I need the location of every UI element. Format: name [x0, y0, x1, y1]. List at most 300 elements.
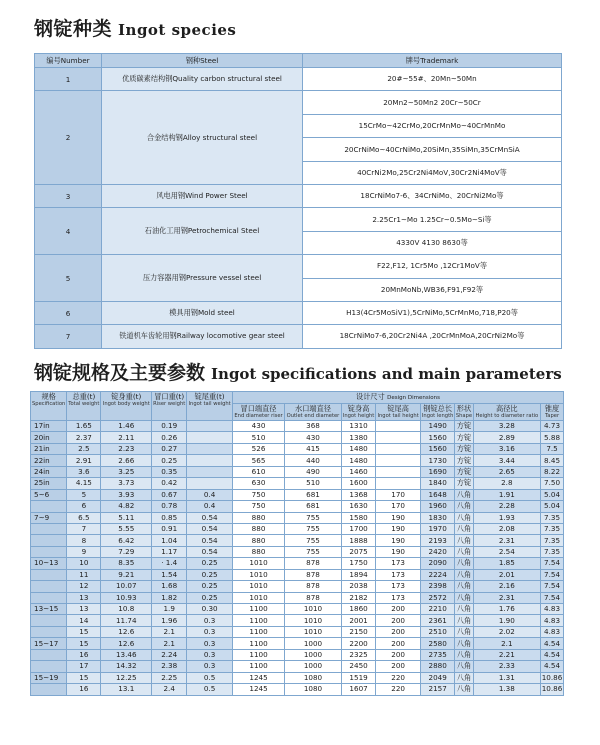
cell-height-diameter-ratio: 3.44 [473, 455, 540, 466]
cell-shape: 八角 [456, 672, 472, 682]
cell-body-weight: 12.25 [101, 672, 152, 683]
cell-tail-height: 190 [376, 535, 421, 546]
cell-spec: 10~13 [31, 558, 67, 569]
cell-body-weight: 3.25 [101, 466, 152, 477]
cell-tail-weight: 0.3 [187, 649, 233, 660]
cell-riser-weight: 2.1 [152, 626, 187, 637]
cell-ingot-height: 1480 [341, 455, 375, 466]
species-number: 5 [35, 255, 102, 302]
species-trademark: 4330V 4130 8630等 [303, 231, 562, 254]
cell-outlet-diameter: 755 [285, 512, 342, 523]
cell-shape: 方锭 [456, 432, 472, 442]
cell-body-weight: 6.42 [101, 535, 152, 546]
cell-end-diameter-riser: 1100 [232, 604, 284, 615]
cell-riser-weight: 1.82 [152, 592, 187, 603]
cell-end-diameter-riser: 880 [232, 546, 284, 557]
cell-taper: 7.35 [541, 546, 564, 557]
specs-row [31, 626, 564, 637]
cell-spec: 25in [31, 478, 67, 489]
cell-height-diameter-ratio: 3.28 [473, 421, 540, 432]
cell-shape: 方锭 [456, 444, 472, 454]
cell-height-diameter-ratio: 2.16 [473, 581, 540, 592]
species-trademark: F22,F12, 1Cr5Mo ,12Cr1MoV等 [303, 255, 562, 278]
cell-height-diameter-ratio: 2.31 [473, 535, 540, 546]
cell-ingot-length: 1490 [420, 421, 454, 432]
cell-shape: 八角 [456, 524, 472, 534]
cell-outlet-diameter: 878 [285, 558, 342, 569]
cell-height-diameter-ratio: 1.93 [473, 512, 540, 523]
cell-body-weight: 12.6 [101, 638, 152, 649]
cell-tail-weight [187, 421, 233, 432]
cell-total-weight: 15 [67, 672, 101, 683]
cell-ingot-length: 2049 [420, 672, 454, 683]
cell-taper: 5.04 [541, 489, 564, 500]
species-row [35, 301, 562, 324]
cell-outlet-diameter: 1000 [285, 649, 342, 660]
cell-shape: 八角 [456, 535, 472, 545]
specs-row [31, 615, 564, 626]
specs-row [31, 581, 564, 592]
cell-end-diameter-riser: 1010 [232, 558, 284, 569]
cell-outlet-diameter: 440 [285, 455, 342, 466]
cell-shape: 八角 [456, 604, 472, 614]
cell-riser-weight: 0.19 [152, 421, 187, 432]
cell-tail-height: 200 [376, 649, 421, 660]
cell-spec: 21in [31, 443, 67, 454]
cell-riser-weight: 1.17 [152, 546, 187, 557]
cell-shape: 方锭 [456, 478, 472, 488]
cell-tail-weight: 0.54 [187, 535, 233, 546]
cell-tail-height: 173 [376, 569, 421, 580]
specs-row [31, 432, 564, 443]
cell-ingot-length: 1560 [420, 432, 454, 443]
cell-ingot-height: 1460 [341, 466, 375, 477]
species-number: 6 [35, 301, 102, 324]
cell-body-weight: 5.55 [101, 523, 152, 534]
cell-height-diameter-ratio: 2.31 [473, 592, 540, 603]
cell-spec: 7~9 [31, 512, 67, 523]
cell-ingot-length: 2157 [420, 684, 454, 695]
cell-tail-height: 190 [376, 512, 421, 523]
species-table [34, 53, 562, 349]
cell-spec: 13~15 [31, 604, 67, 615]
cell-outlet-diameter: 681 [285, 489, 342, 500]
cell-taper: 7.35 [541, 512, 564, 523]
cell-outlet-diameter: 755 [285, 546, 342, 557]
cell-spec: 5~6 [31, 489, 67, 500]
cell-tail-weight: 0.4 [187, 501, 233, 512]
cell-total-weight: 15 [67, 638, 101, 649]
cell-body-weight: 5.11 [101, 512, 152, 523]
cell-tail-height [376, 455, 421, 466]
cell-ingot-length: 2572 [420, 592, 454, 603]
cell-body-weight: 10.07 [101, 581, 152, 592]
header-steel: 钢种Steel [102, 54, 303, 68]
cell-ingot-height: 1519 [341, 672, 375, 683]
cell-height-diameter-ratio: 2.33 [473, 661, 540, 672]
cell-outlet-diameter: 415 [285, 443, 342, 454]
cell-height-diameter-ratio: 1.76 [473, 604, 540, 615]
species-steel: 合金结构钢Alloy structural steel [102, 91, 303, 185]
cell-total-weight: 16 [67, 684, 101, 695]
species-trademark: 20MnMoNb,WB36,F91,F92等 [303, 278, 562, 301]
cell-ingot-height: 1310 [341, 421, 375, 432]
specs-row [31, 592, 564, 603]
cell-body-weight: 2.11 [101, 432, 152, 443]
cell-riser-weight: 2.24 [152, 649, 187, 660]
cell-body-weight: 3.73 [101, 478, 152, 489]
header-ingot-height: 锭身高 Ingot height [342, 404, 375, 419]
specs-row [31, 466, 564, 477]
cell-spec [31, 535, 67, 546]
cell-tail-height: 220 [376, 684, 421, 695]
cell-taper: 4.73 [541, 421, 564, 432]
cell-ingot-height: 2038 [341, 581, 375, 592]
cell-riser-weight: 0.91 [152, 523, 187, 534]
cell-taper: 8.22 [541, 466, 564, 477]
species-steel: 优质碳素结构钢Quality carbon structural steel [102, 68, 303, 91]
section-title-specifications [34, 358, 562, 385]
cell-outlet-diameter: 878 [285, 569, 342, 580]
cell-outlet-diameter: 510 [285, 478, 342, 489]
cell-shape: 八角 [456, 581, 472, 591]
cell-outlet-diameter: 878 [285, 592, 342, 603]
cell-tail-height: 200 [376, 626, 421, 637]
cell-riser-weight: 0.25 [152, 455, 187, 466]
header-tail-weight: 锭尾重(t) Ingot tail weight [187, 392, 233, 421]
cell-ingot-length: 2735 [420, 649, 454, 660]
header-ratio: 高径比 Height to diameter ratio [473, 404, 540, 421]
cell-riser-weight: 1.96 [152, 615, 187, 626]
cell-taper: 4.54 [541, 661, 564, 672]
species-steel: 模具用钢Mold steel [102, 301, 303, 324]
cell-taper: 8.45 [541, 455, 564, 466]
cell-taper: 4.83 [541, 615, 564, 626]
cell-ingot-height: 1700 [341, 523, 375, 534]
cell-riser-weight: 2.4 [152, 684, 187, 695]
cell-end-diameter-riser: 565 [232, 455, 284, 466]
cell-spec: 15~17 [31, 638, 67, 649]
cell-spec [31, 501, 67, 512]
cell-riser-weight: 1.68 [152, 581, 187, 592]
cell-height-diameter-ratio: 2.89 [473, 432, 540, 443]
species-steel: 铁道机车齿轮用钢Railway locomotive gear steel [102, 325, 303, 348]
specs-row [31, 489, 564, 500]
cell-spec [31, 523, 67, 534]
cell-ingot-height: 1860 [341, 604, 375, 615]
cell-spec: 22in [31, 455, 67, 466]
cell-total-weight: 4.15 [67, 478, 101, 489]
cell-end-diameter-riser: 610 [232, 466, 284, 477]
specs-row [31, 558, 564, 569]
cell-ingot-length: 2580 [420, 638, 454, 649]
cell-tail-height [376, 432, 421, 443]
cell-tail-weight: 0.25 [187, 558, 233, 569]
cell-ingot-length: 1690 [420, 466, 454, 477]
cell-outlet-diameter: 1000 [285, 638, 342, 649]
species-trademark: 20Mn2~50Mn2 20Cr~50Cr [303, 91, 562, 114]
cell-taper: 10.86 [541, 672, 563, 682]
cell-total-weight: 14 [67, 615, 101, 626]
header-number: 编号Number [35, 54, 102, 68]
specs-row [31, 649, 564, 660]
cell-height-diameter-ratio: 2.8 [473, 478, 540, 489]
cell-ingot-height: 1888 [341, 535, 375, 546]
cell-shape: 八角 [456, 592, 472, 602]
cell-end-diameter-riser: 1100 [232, 626, 284, 637]
header-taper: 锥度 Taper [541, 404, 564, 421]
cell-ingot-length: 1960 [420, 501, 454, 512]
specs-row [31, 535, 564, 546]
cell-ingot-length: 2210 [420, 604, 454, 615]
cell-riser-weight: 1.9 [152, 604, 187, 615]
cell-riser-weight: 0.26 [152, 432, 187, 443]
cell-ingot-height: 1600 [341, 478, 375, 489]
cell-height-diameter-ratio: 2.08 [473, 523, 540, 534]
cell-ingot-length: 1648 [420, 489, 454, 500]
cell-spec [31, 661, 67, 672]
cell-end-diameter-riser: 1010 [232, 592, 284, 603]
cell-total-weight: 6.5 [67, 512, 101, 523]
cell-body-weight: 10.93 [101, 592, 152, 603]
cell-tail-height: 173 [376, 558, 421, 569]
cell-shape: 八角 [456, 684, 472, 694]
header-riser-weight: 冒口重(t) Riser weight [152, 392, 187, 421]
cell-height-diameter-ratio: 3.16 [473, 443, 540, 454]
cell-height-diameter-ratio: 2.21 [473, 649, 540, 660]
cell-height-diameter-ratio: 2.01 [473, 569, 540, 580]
cell-tail-weight: 0.25 [187, 592, 233, 603]
specs-row [31, 672, 564, 683]
cell-spec: 17in [31, 421, 67, 432]
cell-spec [31, 592, 67, 603]
cell-tail-height: 200 [376, 615, 421, 626]
cell-tail-weight: 0.3 [187, 615, 233, 626]
cell-shape: 八角 [456, 569, 472, 579]
specs-row [31, 546, 564, 557]
cell-shape: 八角 [456, 615, 472, 625]
cell-spec [31, 546, 67, 557]
cell-taper: 5.88 [541, 432, 564, 443]
species-number: 1 [35, 68, 102, 91]
header-ingot-length: 钢锭总长 Ingot length [421, 404, 454, 419]
cell-end-diameter-riser: 1100 [232, 638, 284, 649]
cell-spec: 20in [31, 432, 67, 443]
cell-end-diameter-riser: 1100 [232, 661, 284, 672]
specs-row [31, 501, 564, 512]
cell-total-weight: 12 [67, 581, 101, 592]
cell-total-weight: 3.6 [67, 466, 101, 477]
cell-ingot-height: 1894 [341, 569, 375, 580]
cell-total-weight: 8 [67, 535, 101, 546]
species-number: 2 [35, 91, 102, 185]
species-row [35, 184, 562, 207]
header-body-weight: 锭身重(t) Ingot body weight [101, 392, 152, 421]
cell-end-diameter-riser: 430 [232, 421, 284, 432]
cell-tail-height [376, 478, 421, 489]
cell-tail-weight: 0.25 [187, 581, 233, 592]
species-trademark: 18CrNiMo7-6、34CrNiMo、20CrNi2Mo等 [303, 184, 562, 207]
cell-end-diameter-riser: 630 [232, 478, 284, 489]
cell-total-weight: 2.5 [67, 443, 101, 454]
species-trademark: 18CrNiMo7-6,20Cr2Ni4A ,20CrMnMoA,20CrNi2Mo等 [303, 325, 562, 348]
specs-row [31, 512, 564, 523]
cell-ingot-length: 2224 [420, 569, 454, 580]
cell-outlet-diameter: 430 [285, 432, 342, 443]
cell-ingot-length: 1970 [420, 523, 454, 534]
specs-table [30, 391, 564, 696]
cell-ingot-length: 1560 [420, 443, 454, 454]
species-number: 7 [35, 325, 102, 348]
cell-spec [31, 626, 67, 637]
species-steel: 风电用钢Wind Power Steel [102, 184, 303, 207]
cell-spec: 24in [31, 466, 67, 477]
cell-tail-height [376, 421, 421, 432]
cell-height-diameter-ratio: 2.02 [473, 626, 540, 637]
cell-end-diameter-riser: 880 [232, 512, 284, 523]
cell-ingot-height: 2075 [341, 546, 375, 557]
cell-total-weight: 9 [67, 546, 101, 557]
cell-outlet-diameter: 755 [285, 535, 342, 546]
cell-height-diameter-ratio: 1.85 [473, 558, 540, 569]
cell-taper: 10.86 [541, 684, 563, 694]
cell-tail-height: 190 [376, 523, 421, 534]
species-number: 3 [35, 184, 102, 207]
cell-tail-weight: 0.5 [187, 684, 233, 695]
cell-riser-weight: 0.67 [152, 489, 187, 500]
species-number: 4 [35, 208, 102, 255]
cell-ingot-length: 2193 [420, 535, 454, 546]
cell-ingot-height: 1750 [341, 558, 375, 569]
cell-riser-weight: 0.78 [152, 501, 187, 512]
cell-ingot-height: 1607 [341, 684, 375, 695]
cell-taper: 4.83 [541, 626, 564, 637]
cell-end-diameter-riser: 526 [232, 443, 284, 454]
cell-end-diameter-riser: 1245 [232, 684, 284, 695]
cell-body-weight: 13.1 [101, 684, 152, 695]
cell-shape: 八角 [456, 638, 472, 648]
specs-row [31, 684, 564, 695]
cell-height-diameter-ratio: 2.54 [473, 546, 540, 557]
cell-total-weight: 6 [67, 501, 101, 512]
cell-shape: 八角 [456, 547, 472, 557]
header-outlet-diameter: 水口端直径 Outlet end diameter [285, 404, 342, 421]
cell-total-weight: 13 [67, 604, 101, 615]
cell-end-diameter-riser: 1100 [232, 649, 284, 660]
cell-taper: 7.50 [541, 478, 564, 489]
specs-row [31, 421, 564, 432]
cell-taper: 7.5 [541, 443, 564, 454]
cell-riser-weight: 2.38 [152, 661, 187, 672]
cell-outlet-diameter: 1000 [285, 661, 342, 672]
cell-tail-weight: 0.4 [187, 489, 233, 500]
cell-spec [31, 684, 67, 695]
cell-shape: 八角 [456, 558, 472, 568]
cell-tail-weight [187, 443, 233, 454]
cell-ingot-height: 1480 [341, 443, 375, 454]
cell-end-diameter-riser: 1100 [232, 615, 284, 626]
specs-row [31, 661, 564, 672]
cell-ingot-height: 2200 [341, 638, 375, 649]
cell-riser-weight: 0.27 [152, 443, 187, 454]
cell-outlet-diameter: 1010 [285, 604, 342, 615]
cell-ingot-height: 2182 [341, 592, 375, 603]
cell-body-weight: 10.8 [101, 604, 152, 615]
cell-outlet-diameter: 681 [285, 501, 342, 512]
cell-ingot-height: 2150 [341, 626, 375, 637]
cell-ingot-length: 2090 [420, 558, 454, 569]
cell-tail-height: 173 [376, 581, 421, 592]
specs-row [31, 455, 564, 466]
cell-outlet-diameter: 1010 [285, 615, 342, 626]
cell-riser-weight: 0.35 [152, 466, 187, 477]
cell-taper: 7.54 [541, 569, 564, 580]
cell-end-diameter-riser: 1010 [232, 569, 284, 580]
cell-tail-height [376, 443, 421, 454]
cell-spec [31, 581, 67, 592]
cell-end-diameter-riser: 750 [232, 489, 284, 500]
cell-height-diameter-ratio: 1.90 [473, 615, 540, 626]
cell-tail-weight [187, 466, 233, 477]
species-trademark: 40CrNi2Mo,25Cr2Ni4MoV,30Cr2Ni4MoV等 [303, 161, 562, 184]
cell-outlet-diameter: 755 [285, 523, 342, 534]
section-title-en: Ingot species [118, 21, 237, 39]
cell-ingot-length: 2880 [420, 661, 454, 672]
header-trademark: 牌号Trademark [303, 54, 562, 68]
cell-end-diameter-riser: 880 [232, 523, 284, 534]
cell-height-diameter-ratio: 1.91 [473, 489, 540, 500]
cell-total-weight: 7 [67, 523, 101, 534]
cell-outlet-diameter: 490 [285, 466, 342, 477]
cell-ingot-length: 1840 [420, 478, 454, 489]
cell-tail-height: 170 [376, 501, 421, 512]
species-trademark: 20CrNiMo~40CrNiMo,20SiMn,35SiMn,35CrMnSiA [303, 138, 562, 161]
cell-height-diameter-ratio: 2.1 [473, 638, 540, 649]
cell-ingot-height: 2001 [341, 615, 375, 626]
cell-taper: 4.54 [541, 638, 564, 649]
cell-tail-height: 220 [376, 672, 421, 683]
cell-body-weight: 9.21 [101, 569, 152, 580]
cell-tail-weight: 0.54 [187, 546, 233, 557]
cell-body-weight: 11.74 [101, 615, 152, 626]
cell-shape: 八角 [456, 512, 472, 522]
header-design-dimensions: 设计尺寸 Design Dimensions [232, 392, 563, 404]
cell-shape: 八角 [456, 627, 472, 637]
cell-outlet-diameter: 1010 [285, 626, 342, 637]
cell-total-weight: 2.91 [67, 455, 101, 466]
cell-tail-weight: 0.3 [187, 638, 233, 649]
cell-tail-weight: 0.25 [187, 569, 233, 580]
cell-shape: 八角 [456, 661, 472, 671]
cell-taper: 7.35 [541, 523, 564, 534]
section-title-species [34, 14, 236, 41]
specs-row [31, 569, 564, 580]
cell-total-weight: 5 [67, 489, 101, 500]
cell-total-weight: 17 [67, 661, 101, 672]
species-trademark: 20#~55#、20Mn~50Mn [303, 68, 562, 91]
cell-height-diameter-ratio: 1.31 [473, 672, 540, 683]
cell-body-weight: 2.23 [101, 443, 152, 454]
cell-riser-weight: 2.1 [152, 638, 187, 649]
cell-ingot-length: 2361 [420, 615, 454, 626]
species-row [35, 325, 562, 348]
cell-taper: 7.54 [541, 581, 564, 592]
cell-end-diameter-riser: 880 [232, 535, 284, 546]
cell-body-weight: 8.35 [101, 558, 152, 569]
species-steel: 压力容器用钢Pressure vessel steel [102, 255, 303, 302]
header-total-weight: 总重(t) Total weight [67, 392, 101, 421]
species-row [35, 91, 562, 114]
